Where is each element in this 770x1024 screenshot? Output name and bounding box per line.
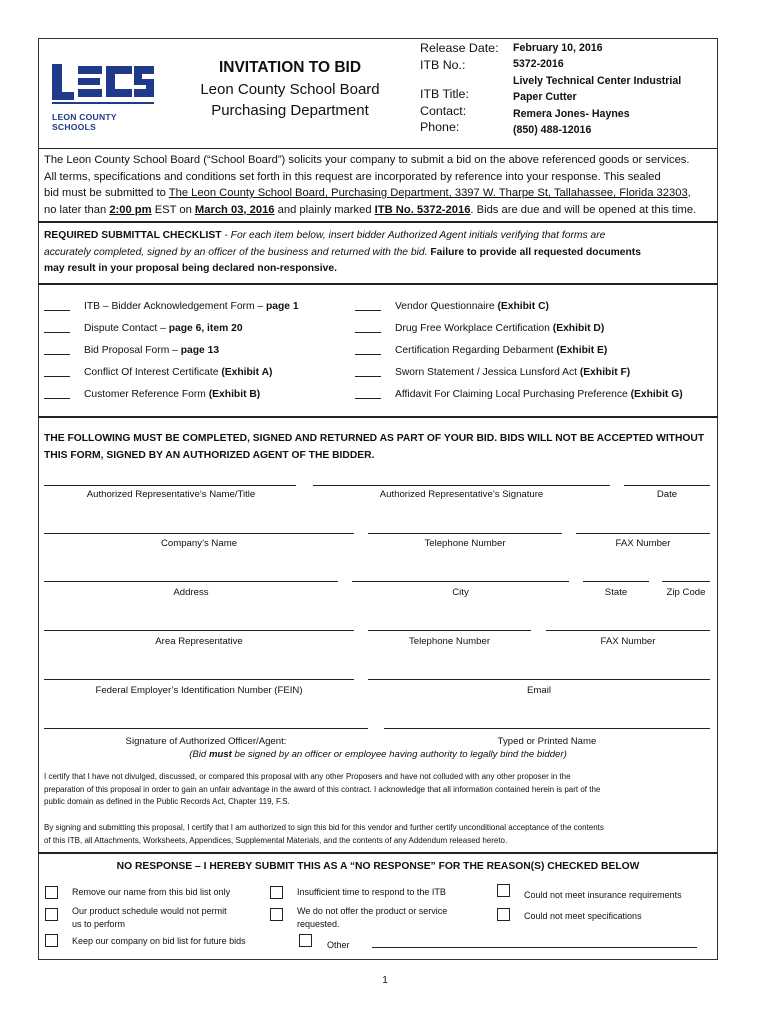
header-values xyxy=(513,40,681,138)
item-label: Affidavit For Claiming Local Purchasing Preference xyxy=(395,389,631,400)
divider xyxy=(38,852,718,854)
certify-line-2: preparation of this proposal in order to gain an unfair advantage in the award of this contract. I acknowledge that all information contained herein is part of the xyxy=(44,784,601,794)
item-label: Conflict Of Interest Certificate xyxy=(84,367,222,378)
date-caption: Date xyxy=(656,489,678,500)
checklist-item xyxy=(355,362,683,384)
phone-value: (850) 488-12016 xyxy=(513,124,592,137)
fax2-line[interactable] xyxy=(546,630,710,631)
checklist-item xyxy=(44,340,299,362)
completion-line-2: THIS FORM, SIGNED BY AN AUTHORIZED AGENT OF THE BIDDER. xyxy=(44,450,375,461)
no-response-title: NO RESPONSE – I HEREBY SUBMIT THIS AS A “NO RESPONSE” FOR THE REASON(S) CHECKED BELOW xyxy=(116,861,640,872)
itb-title-label: ITB Title: xyxy=(420,87,469,101)
page-title: INVITATION TO BID xyxy=(218,59,362,76)
specifications-label: Could not meet specifications xyxy=(524,911,642,921)
insurance-label: Could not meet insurance requirements xyxy=(524,890,682,900)
state-caption: State xyxy=(604,587,628,598)
checklist-item xyxy=(355,384,683,406)
schedule-checkbox[interactable] xyxy=(45,908,58,921)
intro-text: no later than xyxy=(44,203,110,216)
initials-blank[interactable] xyxy=(44,332,70,333)
due-date: March 03, 2016 xyxy=(194,203,275,216)
keep-on-list-label: Keep our company on bid list for future bids xyxy=(72,936,246,946)
schedule-label xyxy=(72,905,227,931)
phone-caption: Telephone Number xyxy=(424,538,506,549)
divider xyxy=(38,221,718,223)
company-line[interactable] xyxy=(44,533,354,534)
phone-line[interactable] xyxy=(368,533,562,534)
org-name: Leon County School Board xyxy=(200,81,380,98)
address-line[interactable] xyxy=(44,581,338,582)
checklist-item xyxy=(44,296,299,318)
officer-signature-line[interactable] xyxy=(44,728,368,729)
phone-label: Phone: xyxy=(420,120,460,134)
zip-caption: Zip Code xyxy=(666,587,706,598)
delivery-address: The Leon County School Board, Purchasing Department, 3397 W. Tharpe St, Tallahassee, Florida 32303 xyxy=(168,187,688,200)
date-line[interactable] xyxy=(624,485,710,486)
divider xyxy=(38,283,718,285)
printed-name-line[interactable] xyxy=(384,728,710,729)
fein-caption: Federal Employer’s Identification Number (FEIN) xyxy=(95,685,303,696)
school-logo xyxy=(50,62,158,132)
no-product-label-line: We do not offer the product or service xyxy=(297,906,448,916)
itb-title-value-2: Paper Cutter xyxy=(513,91,577,104)
printed-name-caption: Typed or Printed Name xyxy=(497,736,597,747)
due-time: 2:00 pm xyxy=(109,203,152,216)
state-line[interactable] xyxy=(583,581,649,582)
phone2-caption: Telephone Number xyxy=(408,636,491,647)
fein-line[interactable] xyxy=(44,679,354,680)
checklist-text: accurately completed, signed by an officer of the business and returned with the bid. xyxy=(44,246,431,258)
itb-value: 5372-2016 xyxy=(513,58,564,71)
initials-blank[interactable] xyxy=(355,398,381,399)
item-ref: (Exhibit G) xyxy=(630,389,683,400)
initials-blank[interactable] xyxy=(44,354,70,355)
item-label: Certification Regarding Debarment xyxy=(395,345,557,356)
schedule-label-line: us to perform xyxy=(72,919,126,929)
company-caption: Company’s Name xyxy=(160,538,238,549)
initials-blank[interactable] xyxy=(355,354,381,355)
contact-label: Contact: xyxy=(420,103,467,118)
intro-line-1: The Leon County School Board (“School Board”) solicits your company to submit a bid on the above referenced goods or services. xyxy=(44,154,690,166)
specifications-checkbox[interactable] xyxy=(497,908,510,921)
intro-line-4 xyxy=(44,202,712,219)
item-ref: page 6, item 20 xyxy=(168,323,243,334)
intro-line-3 xyxy=(44,185,712,202)
logo-text: LEON COUNTY SCHOOLS xyxy=(52,112,117,132)
no-product-label xyxy=(297,905,447,931)
checklist-line-3: may result in your proposal being declared non-responsive. xyxy=(44,263,337,275)
city-caption: City xyxy=(452,587,469,598)
initials-blank[interactable] xyxy=(355,376,381,377)
completion-line-1: THE FOLLOWING MUST BE COMPLETED, SIGNED AND RETURNED AS PART OF YOUR BID. BIDS WILL NOT BE ACCEPTED WITHOUT xyxy=(44,433,705,444)
intro-paragraph xyxy=(44,152,712,218)
area-rep-caption: Area Representative xyxy=(155,636,243,647)
rep-name-line[interactable] xyxy=(44,485,296,486)
item-ref: page 1 xyxy=(266,301,299,312)
intro-text: and plainly marked xyxy=(274,203,375,216)
itb-title-value-1: Lively Technical Center Industrial xyxy=(513,74,682,87)
authorization-text xyxy=(44,822,716,847)
dept-name: Purchasing Department xyxy=(211,102,369,119)
remove-name-checkbox[interactable] xyxy=(45,886,58,899)
checklist-right xyxy=(355,296,683,406)
address-caption: Address xyxy=(173,587,209,598)
item-label: Sworn Statement / Jessica Lunsford Act xyxy=(395,367,580,378)
initials-blank[interactable] xyxy=(44,310,70,311)
divider xyxy=(38,148,718,149)
item-ref: (Exhibit C) xyxy=(497,301,549,312)
intro-text: EST on xyxy=(151,203,195,216)
initials-blank[interactable] xyxy=(44,398,70,399)
note-text: (Bid xyxy=(189,749,209,760)
item-ref: (Exhibit F) xyxy=(579,367,631,378)
email-line[interactable] xyxy=(368,679,710,680)
intro-text: bid must be submitted to xyxy=(44,187,169,200)
officer-signature-caption: Signature of Authorized Officer/Agent: xyxy=(125,736,287,747)
item-label: Dispute Contact – xyxy=(84,323,169,334)
insufficient-time-checkbox[interactable] xyxy=(270,886,283,899)
intro-text: , xyxy=(687,187,691,200)
other-label: Other xyxy=(327,940,350,950)
item-label: ITB – Bidder Acknowledgement Form – xyxy=(84,301,266,312)
item-label: Bid Proposal Form – xyxy=(84,345,181,356)
remove-name-label: Remove our name from this bid list only xyxy=(72,887,231,897)
note-emphasis: must xyxy=(208,749,232,760)
phone2-line[interactable] xyxy=(368,630,531,631)
insufficient-time-label: Insufficient time to respond to the ITB xyxy=(297,887,446,897)
no-product-label-line: requested. xyxy=(297,919,340,929)
intro-line-2: All terms, specifications and conditions set forth in this request are incorporated by reference into your response. This sealed xyxy=(44,170,661,183)
itb-label: ITB No.: xyxy=(420,57,466,72)
keep-on-list-checkbox[interactable] xyxy=(45,934,58,947)
zip-line[interactable] xyxy=(662,581,710,582)
initials-blank[interactable] xyxy=(44,376,70,377)
checklist-item xyxy=(355,296,683,318)
header-labels xyxy=(420,40,499,136)
item-ref: (Exhibit E) xyxy=(556,345,608,356)
checklist-line-2 xyxy=(44,245,712,262)
contact-value: Remera Jones- Haynes xyxy=(513,107,630,120)
certify-line-5: of this ITB, all Attachments, Worksheets, Appendices, Supplemental Materials, and the contents of any Addendum released hereto. xyxy=(44,835,508,845)
checklist-text: - For each item below, insert bidder Authorized Agent initials verifying that forms are xyxy=(221,230,606,241)
checklist-item xyxy=(44,362,299,384)
rep-signature-line[interactable] xyxy=(313,485,610,486)
email-caption: Email xyxy=(527,685,551,696)
item-ref: (Exhibit B) xyxy=(208,389,261,400)
fax2-caption: FAX Number xyxy=(600,636,656,647)
certify-line-3: public domain as defined in the Public Records Act, Chapter 119, F.S. xyxy=(44,797,290,807)
fax-caption: FAX Number xyxy=(615,538,671,549)
completion-notice xyxy=(44,430,712,464)
release-value: February 10, 2016 xyxy=(513,42,603,54)
certify-line-1: I certify that I have not divulged, discussed, or compared this proposal with any other Proposers and have not colluded with any other proposer in the xyxy=(44,772,571,781)
certify-line-4: By signing and submitting this proposal, I certify that I am authorized to sign this bid for this vendor and further certify unconditional acceptance of the contents xyxy=(44,823,604,832)
signature-note xyxy=(44,749,712,760)
item-label: Drug Free Workplace Certification xyxy=(395,323,553,334)
divider xyxy=(38,416,718,418)
checklist-item xyxy=(44,318,299,340)
insurance-checkbox[interactable] xyxy=(497,884,510,897)
checklist-title: REQUIRED SUBMITTAL CHECKLIST xyxy=(44,230,222,241)
note-text: be signed by an officer or employee having authority to legally bind the bidder) xyxy=(231,749,567,760)
other-reason-line[interactable] xyxy=(372,947,697,948)
checklist-instructions xyxy=(44,228,712,278)
initials-blank[interactable] xyxy=(355,332,381,333)
checklist-left xyxy=(44,296,299,406)
other-checkbox[interactable] xyxy=(299,934,312,947)
rep-name-caption: Authorized Representative’s Name/Title xyxy=(86,489,256,500)
itb-marking: ITB No. 5372-2016 xyxy=(374,203,471,216)
item-ref: (Exhibit A) xyxy=(221,367,273,378)
area-rep-line[interactable] xyxy=(44,630,354,631)
checklist-item xyxy=(355,318,683,340)
intro-text: . Bids are due and will be opened at this time. xyxy=(470,203,697,216)
certification-text xyxy=(44,771,716,809)
item-ref: page 13 xyxy=(180,345,220,356)
rep-signature-caption: Authorized Representative’s Signature xyxy=(379,489,544,500)
checklist-item xyxy=(355,340,683,362)
initials-blank[interactable] xyxy=(355,310,381,311)
item-label: Vendor Questionnaire xyxy=(395,301,498,312)
page-number: 1 xyxy=(382,975,388,986)
no-product-checkbox[interactable] xyxy=(270,908,283,921)
schedule-label-line: Our product schedule would not permit xyxy=(72,906,227,916)
item-label: Customer Reference Form xyxy=(84,389,209,400)
checklist-warning: Failure to provide all requested documents xyxy=(430,246,641,258)
fax-line[interactable] xyxy=(576,533,710,534)
release-label: Release Date: xyxy=(420,41,499,55)
checklist-line-1 xyxy=(44,228,712,245)
item-ref: (Exhibit D) xyxy=(552,323,605,334)
checklist-item xyxy=(44,384,299,406)
city-line[interactable] xyxy=(352,581,569,582)
